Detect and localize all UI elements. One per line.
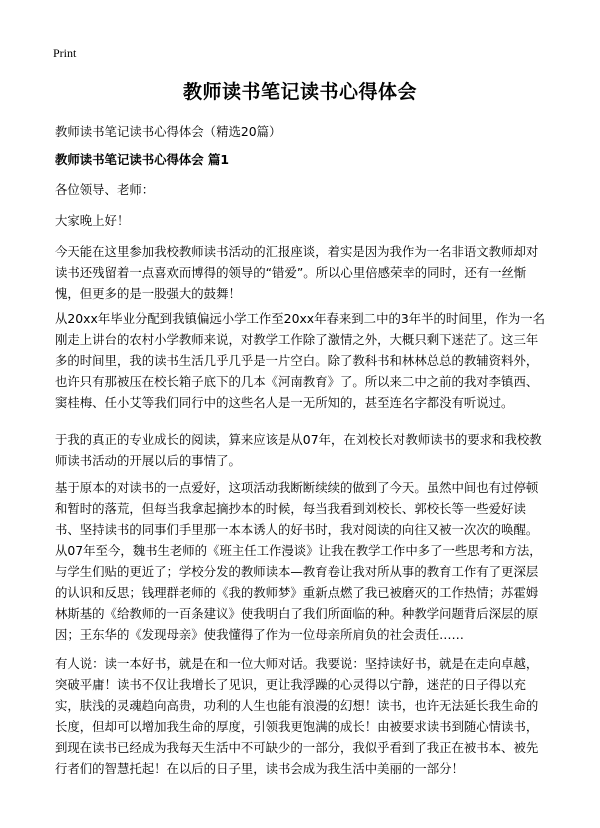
section-heading: 教师读书笔记读书心得体会 篇1 [55,152,230,167]
paragraph-3: 于我的真正的专业成长的阅读，算来应该是从07年，在刘校长对教师读书的要求和我校教师读书活动的开展以后的事情了。 [55,432,542,468]
paragraph-5: 有人说：读一本好书，就是在和一位大师对话。我要说：坚持读好书，就是在走向卓越，突破平庸！读书不仅让我增长了见识，更让我浮躁的心灵得以宁静，迷茫的日子得以充实，肤浅的灵魂趋向高贵，功利的人生也能有浪漫的幻想！读书，也许无法延长我生命的长度，但却可以增加我生命的厚度，引领我更饱满的成长！由被要求读书到随心情读书，到现在读书已经成为我每天生活中不可缺少的一部分，我似乎看到了我正在被书本、被先行者们的智慧托起！在以后的日子里，读书会成为我生活中美丽的一部分！ [55,656,539,776]
page-title: 教师读书笔记读书心得体会 [182,81,417,103]
greeting-line-2: 大家晚上好！ [55,213,130,228]
document-subtitle: 教师读书笔记读书心得体会（精选20篇） [55,124,282,139]
greeting-line-1: 各位领导、老师： [55,182,155,197]
print-link[interactable]: Print [53,46,77,60]
paragraph-4: 基于原本的对读书的一点爱好，这项活动我断断续续的做到了今天。虽然中间也有过停顿和暂时的落荒，但每当我拿起摘抄本的时候，每当我看到刘校长、郭校长等一些爱好读书、坚持读书的同事们手里那一本本诱人的好书时，我对阅读的向往又被一次次的唤醒。从07年至今，魏书生老师的《班主任工作漫谈》让我在教学工作中多了一些思考和方法，与学生们贴的更近了；学校分发的教师读本—教育卷让我对所从事的教育工作有了更深层的认识和反思；钱理群老师的《我的教师梦》重新点燃了我已被磨灭的工作热情；苏霍姆林斯基的《给教师的一百条建议》使我明白了我们所面临的种。种教学问题背后深层的原因；王东华的《发现母亲》使我懂得了作为一位母亲所肩负的社会责任…… [55,480,542,642]
paragraph-1: 今天能在这里参加我校教师读书活动的汇报座谈，着实是因为我作为一名非语文教师却对读书还残留着一点喜欢而博得的领导的“错爱”。所以心里倍感荣幸的同时，还有一丝惭愧，但更多的是一股强大的鼓舞！ [55,244,539,301]
paragraph-2: 从20xx年毕业分配到我镇偏远小学工作至20xx年春来到二中的3年半的时间里，作为一名刚走上讲台的农村小学教师来说，对教学工作除了激情之外，大概只剩下迷茫了。这三年多的时间里，我的读书生活几乎几乎是一片空白。除了教科书和林林总总的教辅资料外，也许只有那被压在校长箱子底下的几本《河南教育》了。所以来二中之前的我对李镇西、窦桂梅、任小艾等我们同行中的这些名人是一无所知的，甚至连名字都没有听说过。 [55,311,546,410]
